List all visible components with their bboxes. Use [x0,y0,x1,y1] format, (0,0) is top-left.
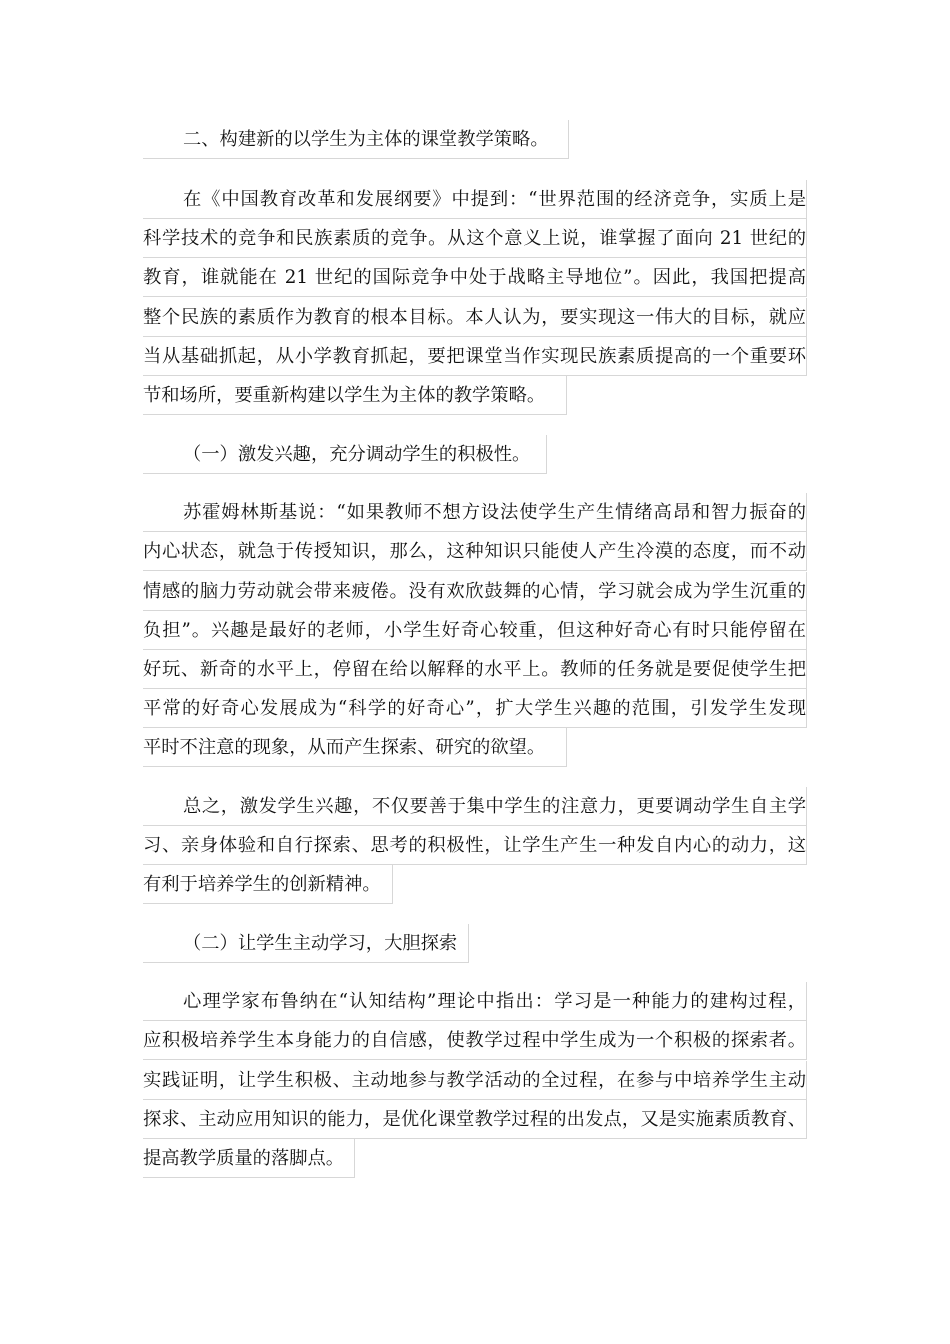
paragraph-line: 有利于培养学生的创新精神。 [143,865,393,904]
paragraph-line: 总之，激发学生兴趣，不仅要善于集中学生的注意力，更要调动学生自主学 [143,787,807,826]
paragraph-line: 整个民族的素质作为教育的根本目标。本人认为，要实现这一伟大的目标，就应 [143,298,807,337]
paragraph-line: 探求、主动应用知识的能力，是优化课堂教学过程的出发点，又是实施素质教育、 [143,1100,807,1139]
paragraph-line: 好玩、新奇的水平上，停留在给以解释的水平上。教师的任务就是要促使学生把 [143,650,807,689]
subsection-heading: （一）激发兴趣，充分调动学生的积极性。 [143,435,547,474]
paragraph-line: 教育，谁就能在 21 世纪的国际竞争中处于战略主导地位”。因此，我国把提高 [143,258,807,297]
paragraph-line: 负担”。兴趣是最好的老师，小学生好奇心较重，但这种好奇心有时只能停留在 [143,611,807,650]
paragraph-line: 习、亲身体验和自行探索、思考的积极性，让学生产生一种发自内心的动力，这 [143,826,807,865]
paragraph-line: 科学技术的竞争和民族素质的竞争。从这个意义上说，谁掌握了面向 21 世纪的 [143,219,807,258]
paragraph-line: 实践证明，让学生积极、主动地参与教学活动的全过程，在参与中培养学生主动 [143,1061,807,1100]
paragraph-line: 苏霍姆林斯基说：“如果教师不想方设法使学生产生情绪高昂和智力振奋的 [143,493,807,532]
paragraph-line: 平时不注意的现象，从而产生探索、研究的欲望。 [143,728,567,767]
paragraph-line: 节和场所，要重新构建以学生为主体的教学策略。 [143,376,567,415]
subsection-heading: （二）让学生主动学习，大胆探索 [143,924,469,963]
section-heading: 二、构建新的以学生为主体的课堂教学策略。 [143,120,569,159]
paragraph-line: 提高教学质量的落脚点。 [143,1139,355,1178]
paragraph-line: 心理学家布鲁纳在“认知结构”理论中指出：学习是一种能力的建构过程， [143,982,807,1021]
paragraph-line: 内心状态，就急于传授知识，那么，这种知识只能使人产生冷漠的态度，而不动 [143,532,807,571]
paragraph-line: 情感的脑力劳动就会带来疲倦。没有欢欣鼓舞的心情，学习就会成为学生沉重的 [143,572,807,611]
paragraph-line: 应积极培养学生本身能力的自信感，使教学过程中学生成为一个积极的探索者。 [143,1021,807,1060]
paragraph-line: 在《中国教育改革和发展纲要》中提到：“世界范围的经济竞争，实质上是 [143,180,807,219]
paragraph-line: 平常的好奇心发展成为“科学的好奇心”，扩大学生兴趣的范围，引发学生发现 [143,689,807,728]
paragraph-line: 当从基础抓起，从小学教育抓起，要把课堂当作实现民族素质提高的一个重要环 [143,337,807,376]
